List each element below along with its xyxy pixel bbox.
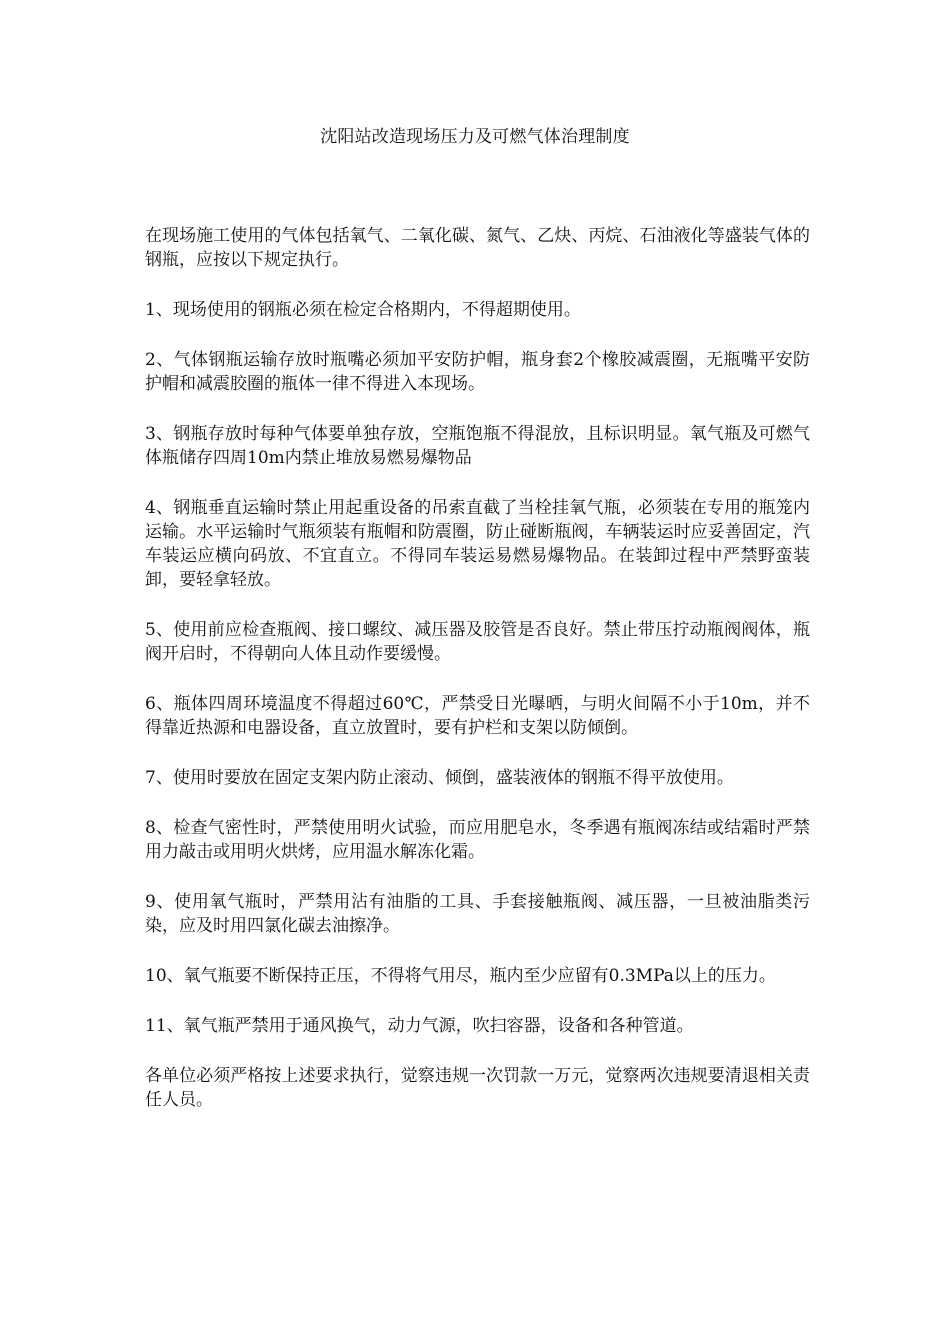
rule-item-5: 5、使用前应检查瓶阀、接口螺纹、减压器及胶管是否良好。禁止带压拧动瓶阀阀体，瓶阀开启时，不得朝向人体且动作要缓慢。 xyxy=(145,620,810,664)
rule-item-3: 3、钢瓶存放时每种气体要单独存放，空瓶饱瓶不得混放，且标识明显。氧气瓶及可燃气体瓶储存四周10m内禁止堆放易燃易爆物品 xyxy=(145,424,810,468)
rule-item-10: 10、氧气瓶要不断保持正压，不得将气用尽，瓶内至少应留有0.3MPa以上的压力。 xyxy=(145,966,776,986)
rule-item-8: 8、检查气密性时，严禁使用明火试验，而应用肥皂水，冬季遇有瓶阀冻结或结霜时严禁用力敲击或用明火烘烤，应用温水解冻化霜。 xyxy=(145,818,810,862)
rule-item-9: 9、使用氧气瓶时，严禁用沾有油脂的工具、手套接触瓶阀、减压器，一旦被油脂类污染，应及时用四氯化碳去油擦净。 xyxy=(145,892,810,936)
document-body xyxy=(145,224,810,1138)
rule-item-4: 4、钢瓶垂直运输时禁止用起重设备的吊索直截了当栓挂氧气瓶，必须装在专用的瓶笼内运输。水平运输时气瓶须装有瓶帽和防震圈，防止碰断瓶阀，车辆装运时应妥善固定，汽车装运应横向码放、不宜直立。不得同车装运易燃易爆物品。在装卸过程中严禁野蛮装卸，要轻拿轻放。 xyxy=(145,498,810,590)
rule-item-11: 11、氧气瓶严禁用于通风换气，动力气源，吹扫容器，设备和各种管道。 xyxy=(145,1016,694,1036)
intro-paragraph: 在现场施工使用的气体包括氧气、二氧化碳、氮气、乙炔、丙烷、石油液化等盛装气体的钢瓶，应按以下规定执行。 xyxy=(145,226,810,270)
rule-item-2: 2、气体钢瓶运输存放时瓶嘴必须加平安防护帽，瓶身套2个橡胶减震圈，无瓶嘴平安防护帽和减震胶圈的瓶体一律不得进入本现场。 xyxy=(145,350,810,394)
document-title: 沈阳站改造现场压力及可燃气体治理制度 xyxy=(320,127,630,147)
closing-paragraph: 各单位必须严格按上述要求执行，觉察违规一次罚款一万元，觉察两次违规要清退相关责任人员。 xyxy=(145,1066,810,1110)
rule-item-7: 7、使用时要放在固定支架内防止滚动、倾倒，盛装液体的钢瓶不得平放使用。 xyxy=(145,768,734,788)
rule-item-1: 1、现场使用的钢瓶必须在检定合格期内，不得超期使用。 xyxy=(145,300,581,320)
rule-item-6: 6、瓶体四周环境温度不得超过60℃，严禁受日光曝晒，与明火间隔不小于10m，并不得靠近热源和电器设备，直立放置时，要有护栏和支架以防倾倒。 xyxy=(145,694,810,738)
